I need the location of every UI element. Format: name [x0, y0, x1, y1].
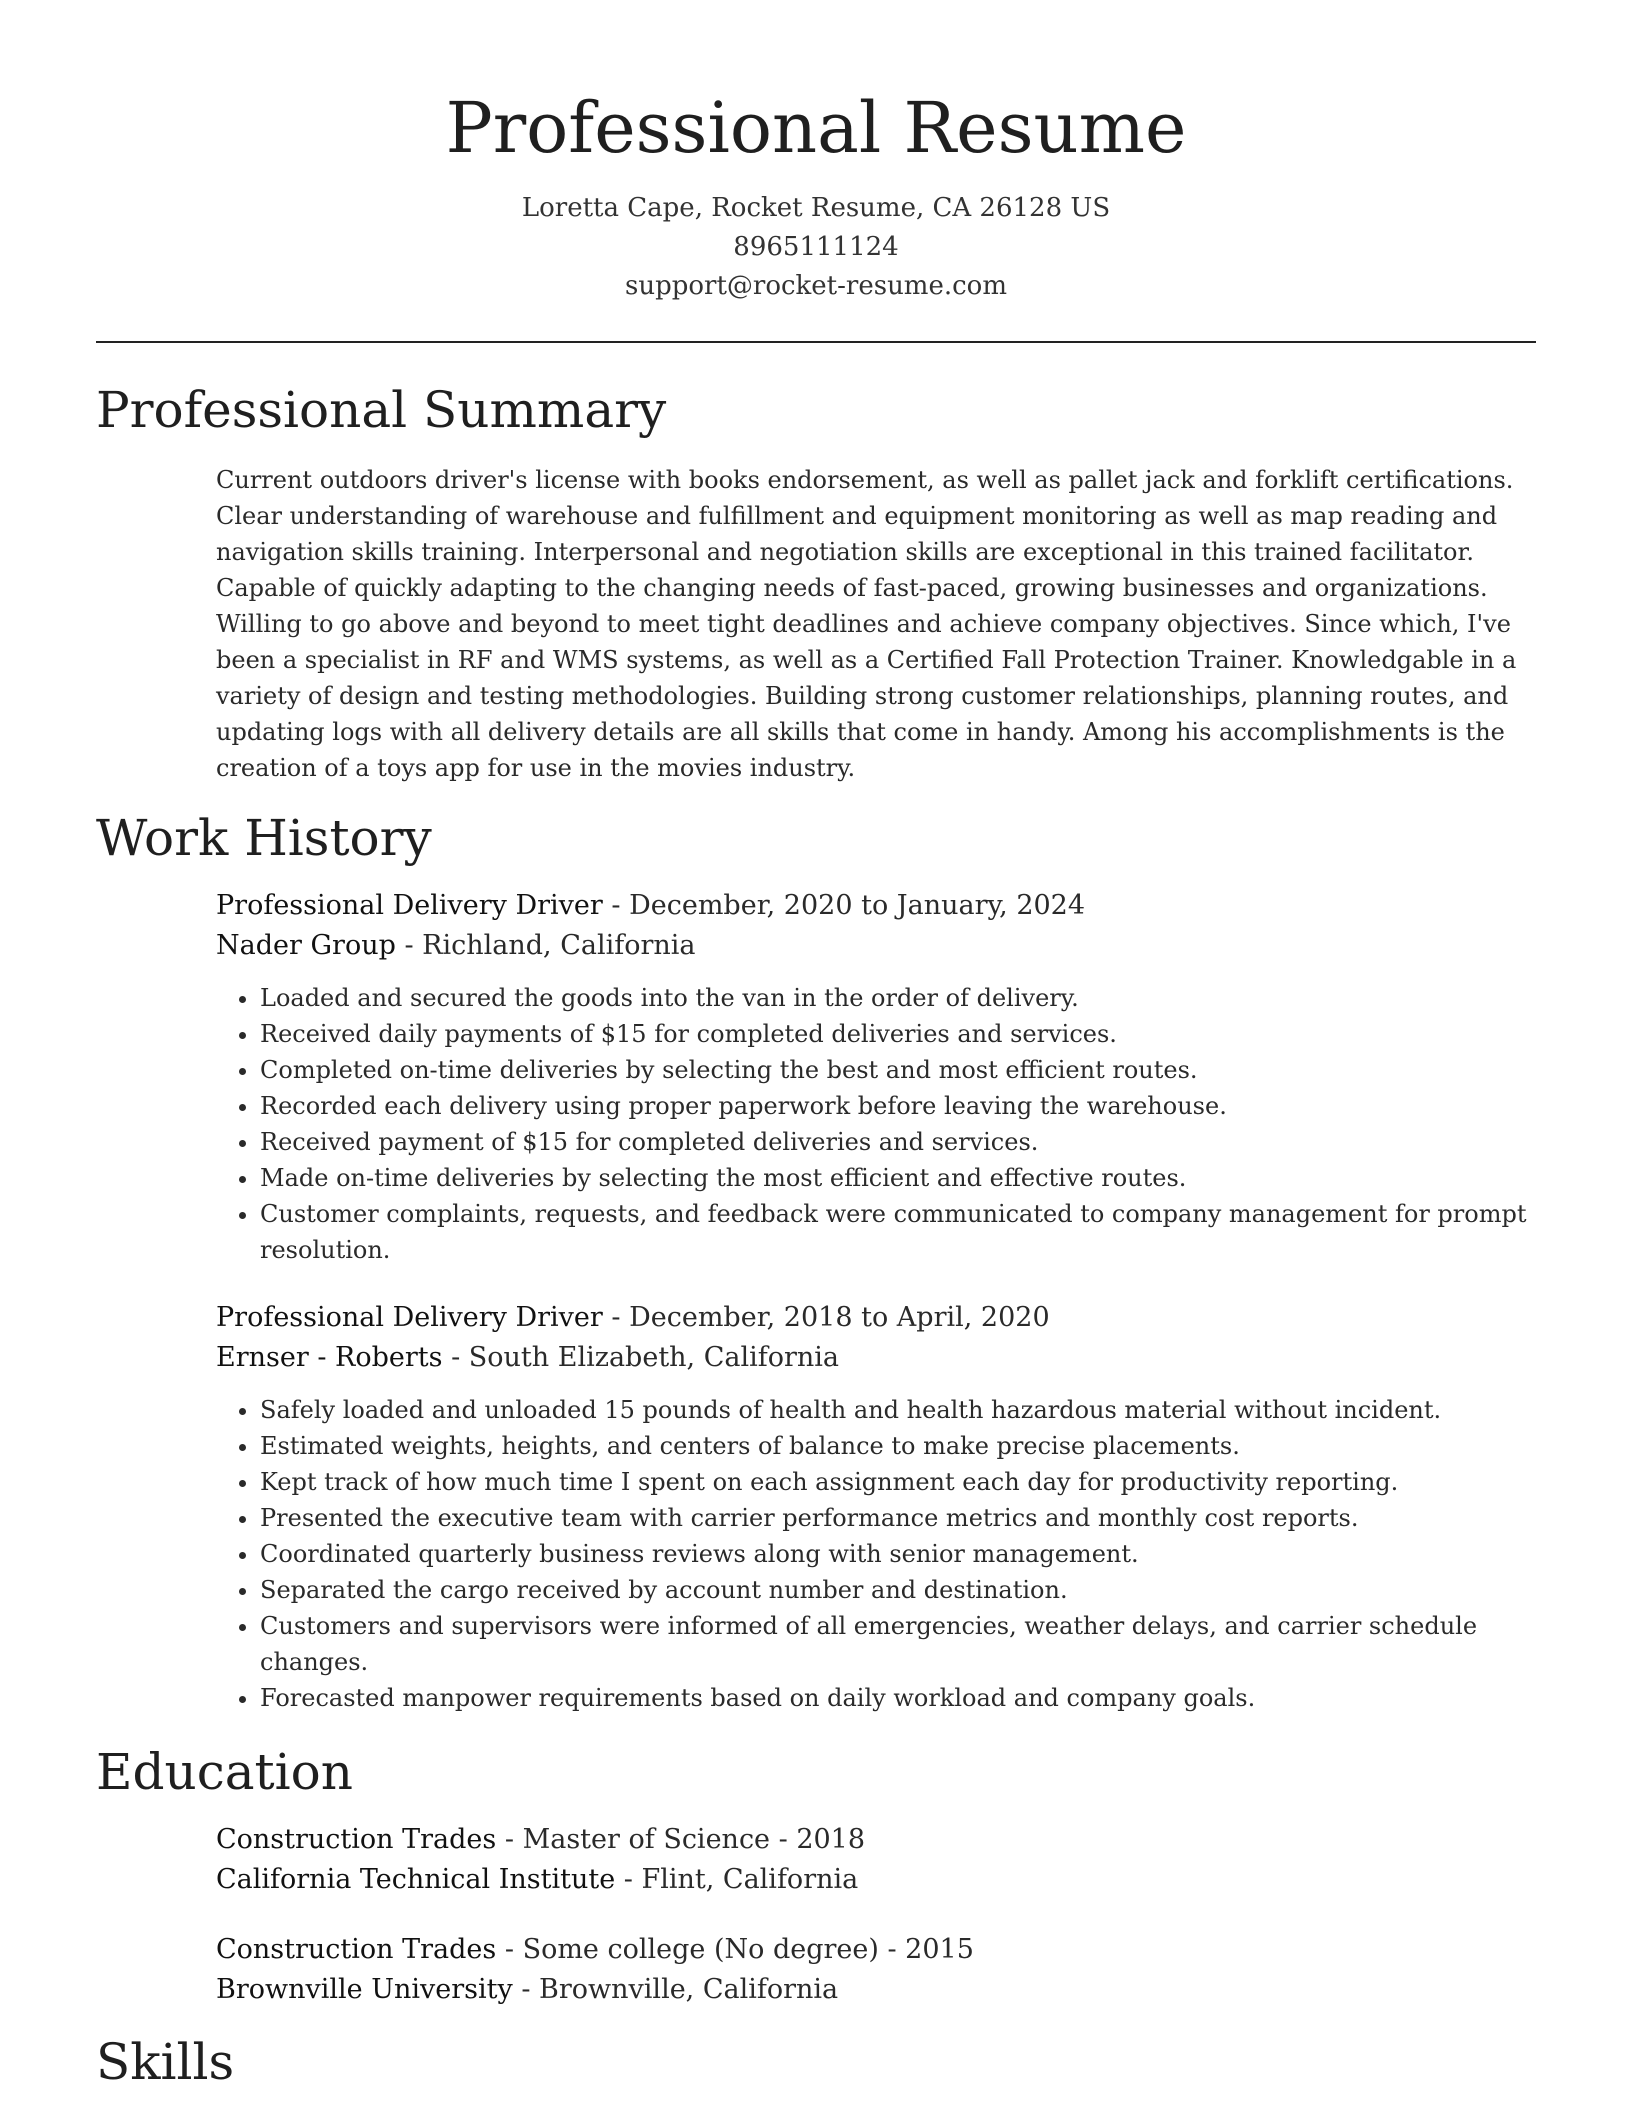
education-field: Construction Trades — [216, 1824, 497, 1855]
job-company: Nader Group — [216, 930, 396, 961]
job-duties-list — [216, 1392, 1536, 1716]
resume-header — [0, 80, 1632, 306]
job-duty: • Recorded each delivery using proper paperwork before leaving the warehouse. — [260, 1088, 1536, 1124]
job-location: - South Elizabeth, California — [442, 1342, 840, 1373]
education-entry — [216, 1930, 1536, 2010]
job-duty: • Forecasted manpower requirements based on daily workload and company goals. — [260, 1680, 1536, 1716]
resume-title: Professional Resume — [445, 87, 1187, 169]
job-title-line — [216, 886, 1536, 926]
job-duty: • Estimated weights, heights, and centers of balance to make precise placements. — [260, 1428, 1536, 1464]
section-heading-education: Education — [96, 1743, 353, 1801]
job-dates: - December, 2020 to January, 2024 — [602, 890, 1086, 921]
job-title: Professional Delivery Driver — [216, 1302, 603, 1333]
job-location: - Richland, California — [395, 930, 696, 961]
job-duty: • Completed on-time deliveries by selecting the best and most efficient routes. — [260, 1052, 1536, 1088]
job-entry — [216, 1298, 1536, 1716]
job-duty: • Safely loaded and unloaded 15 pounds of health and health hazardous material without incident. — [260, 1392, 1536, 1428]
job-company-line — [216, 926, 1536, 966]
job-company: Ernser - Roberts — [216, 1342, 443, 1373]
job-duty: • Made on-time deliveries by selecting the most efficient and effective routes. — [260, 1160, 1536, 1196]
job-duty: • Received payment of $15 for completed deliveries and services. — [260, 1124, 1536, 1160]
job-duty: • Separated the cargo received by account number and destination. — [260, 1572, 1536, 1608]
section-heading-summary: Professional Summary — [96, 381, 667, 439]
education-degree-line — [216, 1930, 1536, 1970]
education-school-line — [216, 1970, 1536, 2010]
header-divider — [96, 341, 1536, 343]
education-school: California Technical Institute — [216, 1864, 616, 1895]
job-duties-list — [216, 980, 1536, 1268]
job-duty: • Loaded and secured the goods into the van in the order of delivery. — [260, 980, 1536, 1016]
education-location: - Flint, California — [615, 1864, 859, 1895]
education-degree-line — [216, 1820, 1536, 1860]
section-heading-work-history: Work History — [96, 809, 432, 867]
job-company-line — [216, 1338, 1536, 1378]
section-heading-skills: Skills — [96, 2033, 235, 2091]
summary-text: Current outdoors driver's license with books endorsement, as well as pallet jack and forklift certifications. Clear understanding of warehouse and fulfillment and equipment monitoring as well as map reading and navigation skills training. Interpersonal and negotiation skills are exceptional in this trained facilitator. Capable of quickly adapting to the changing needs of fast-paced, growing businesses and organizations. Willing to go above and beyond to meet tight deadlines and achieve company objectives. Since which, I've been a specialist in RF and WMS systems, as well as a Certified Fall Protection Trainer. Knowledgable in a variety of design and testing methodologies. Building strong customer relationships, planning routes, and updating logs with all delivery details are all skills that come in handy. Among his accomplishments is the creation of a toys app for use in the movies industry. — [216, 466, 1517, 782]
contact-email: support@rocket-resume.com — [624, 271, 1007, 301]
job-dates: - December, 2018 to April, 2020 — [602, 1302, 1050, 1333]
education-entry — [216, 1820, 1536, 1900]
job-duty: • Customer complaints, requests, and feedback were communicated to company management for prompt resolution. — [260, 1196, 1536, 1268]
education-school: Brownville University — [216, 1974, 513, 2005]
job-entry — [216, 886, 1536, 1268]
education-detail: - Master of Science - 2018 — [496, 1824, 866, 1855]
job-title-line — [216, 1298, 1536, 1338]
job-duty: • Presented the executive team with carrier performance metrics and monthly cost reports. — [260, 1500, 1536, 1536]
job-duty: • Received daily payments of $15 for completed deliveries and services. — [260, 1016, 1536, 1052]
education-field: Construction Trades — [216, 1934, 497, 1965]
contact-phone: 8965111124 — [733, 232, 899, 262]
education-school-line — [216, 1860, 1536, 1900]
job-duty: • Coordinated quarterly business reviews along with senior management. — [260, 1536, 1536, 1572]
job-duty: • Customers and supervisors were informed of all emergencies, weather delays, and carrier schedule changes. — [260, 1608, 1536, 1680]
education-location: - Brownville, California — [512, 1974, 839, 2005]
contact-address: Loretta Cape, Rocket Resume, CA 26128 US — [521, 193, 1111, 223]
education-detail: - Some college (No degree) - 2015 — [496, 1934, 974, 1965]
job-title: Professional Delivery Driver — [216, 890, 603, 921]
job-duty: • Kept track of how much time I spent on each assignment each day for productivity reporting. — [260, 1464, 1536, 1500]
